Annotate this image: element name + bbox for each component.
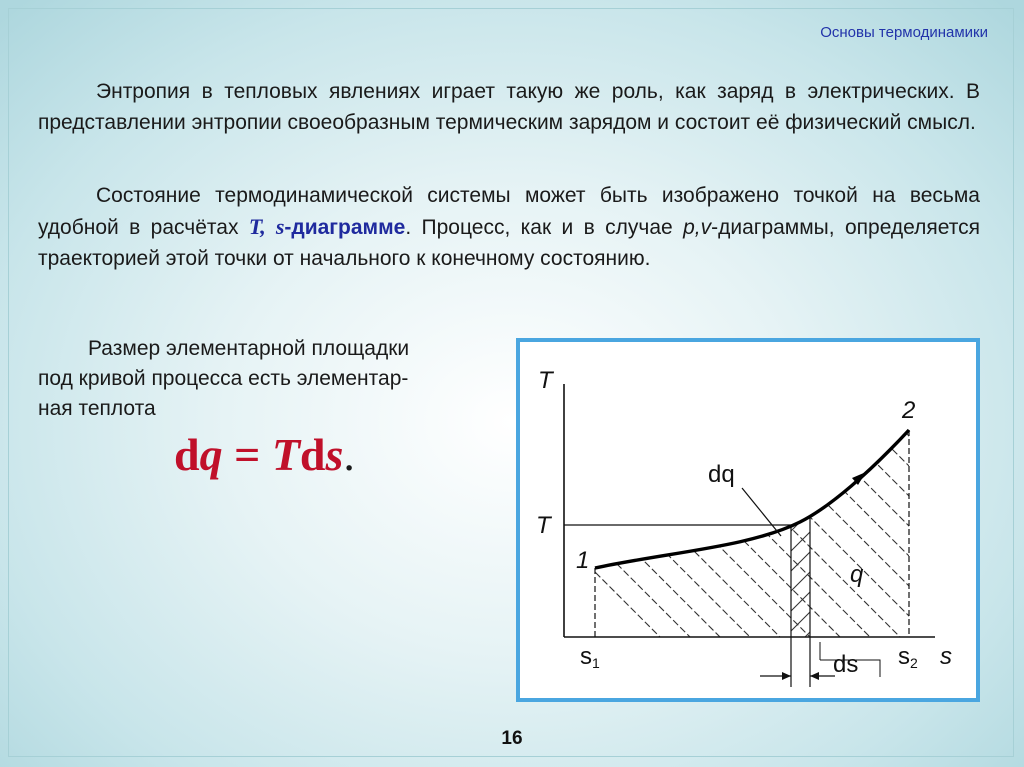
process-curve: [595, 430, 909, 568]
formula-d1: d: [174, 429, 200, 480]
s2-label: [898, 643, 918, 671]
left-text-line2: под кривой процесса есть элементар-: [38, 367, 409, 390]
page-number: 16: [501, 728, 523, 749]
ds-arrow-right-head: [810, 672, 819, 680]
paragraph2-part3: -диаграммы, определяется траекторией этой точки от начального к конечному состоянию.: [38, 216, 981, 270]
s1-main: s: [580, 643, 592, 670]
dq-pointer: [742, 488, 781, 536]
slide-header: Основы термодинамики: [820, 24, 988, 41]
dq-label: dq: [708, 461, 735, 488]
formula-eq: =: [222, 429, 272, 480]
ts-symbol: T, s: [248, 214, 285, 239]
diagram-word: -диаграмме: [284, 216, 406, 239]
point2-label: 2: [902, 397, 916, 424]
formula-d2: d: [299, 429, 326, 480]
s-axis-label: s: [940, 643, 952, 670]
s1-sub: 1: [592, 655, 600, 671]
paragraph-ts-diagram: [38, 180, 980, 274]
left-text-line1: Размер элементарной площадки: [88, 337, 410, 360]
s2-sub: 2: [910, 655, 918, 671]
formula-s: s: [325, 429, 344, 480]
s2-main: s: [898, 643, 910, 670]
elementary-heat-text: [38, 334, 492, 424]
paragraph2-part1: Состояние термодинамической системы может быть изображено точкой на весьма удобной в расчётах: [38, 184, 980, 239]
point1-label: 1: [576, 547, 590, 574]
pv-symbol: p,v: [683, 216, 712, 239]
paragraph-entropy-meaning: Энтропия в тепловых явлениях играет такую же роль, как заряд в электрических. В представлении энтропии своеобразным термическим зарядом и состоит её физический смысл.: [38, 80, 980, 134]
paragraph2-part2: . Процесс, как и в случае: [405, 216, 684, 239]
q-label: q: [850, 561, 864, 588]
ts-diagram-svg: [520, 342, 976, 698]
formula-T: T: [271, 429, 300, 480]
s1-label: [580, 643, 600, 671]
heat-formula: [174, 428, 355, 481]
formula-dot: .: [343, 429, 355, 480]
formula-q: q: [199, 429, 223, 480]
ds-strip-crosshatch: [780, 462, 820, 662]
ds-label: ds: [833, 651, 859, 678]
t-level-label: T: [536, 512, 551, 539]
ds-arrow-left-head: [782, 672, 791, 680]
ts-diagram: [516, 338, 980, 702]
t-axis-label: T: [538, 367, 553, 394]
left-text-line3: ная теплота: [38, 397, 156, 420]
